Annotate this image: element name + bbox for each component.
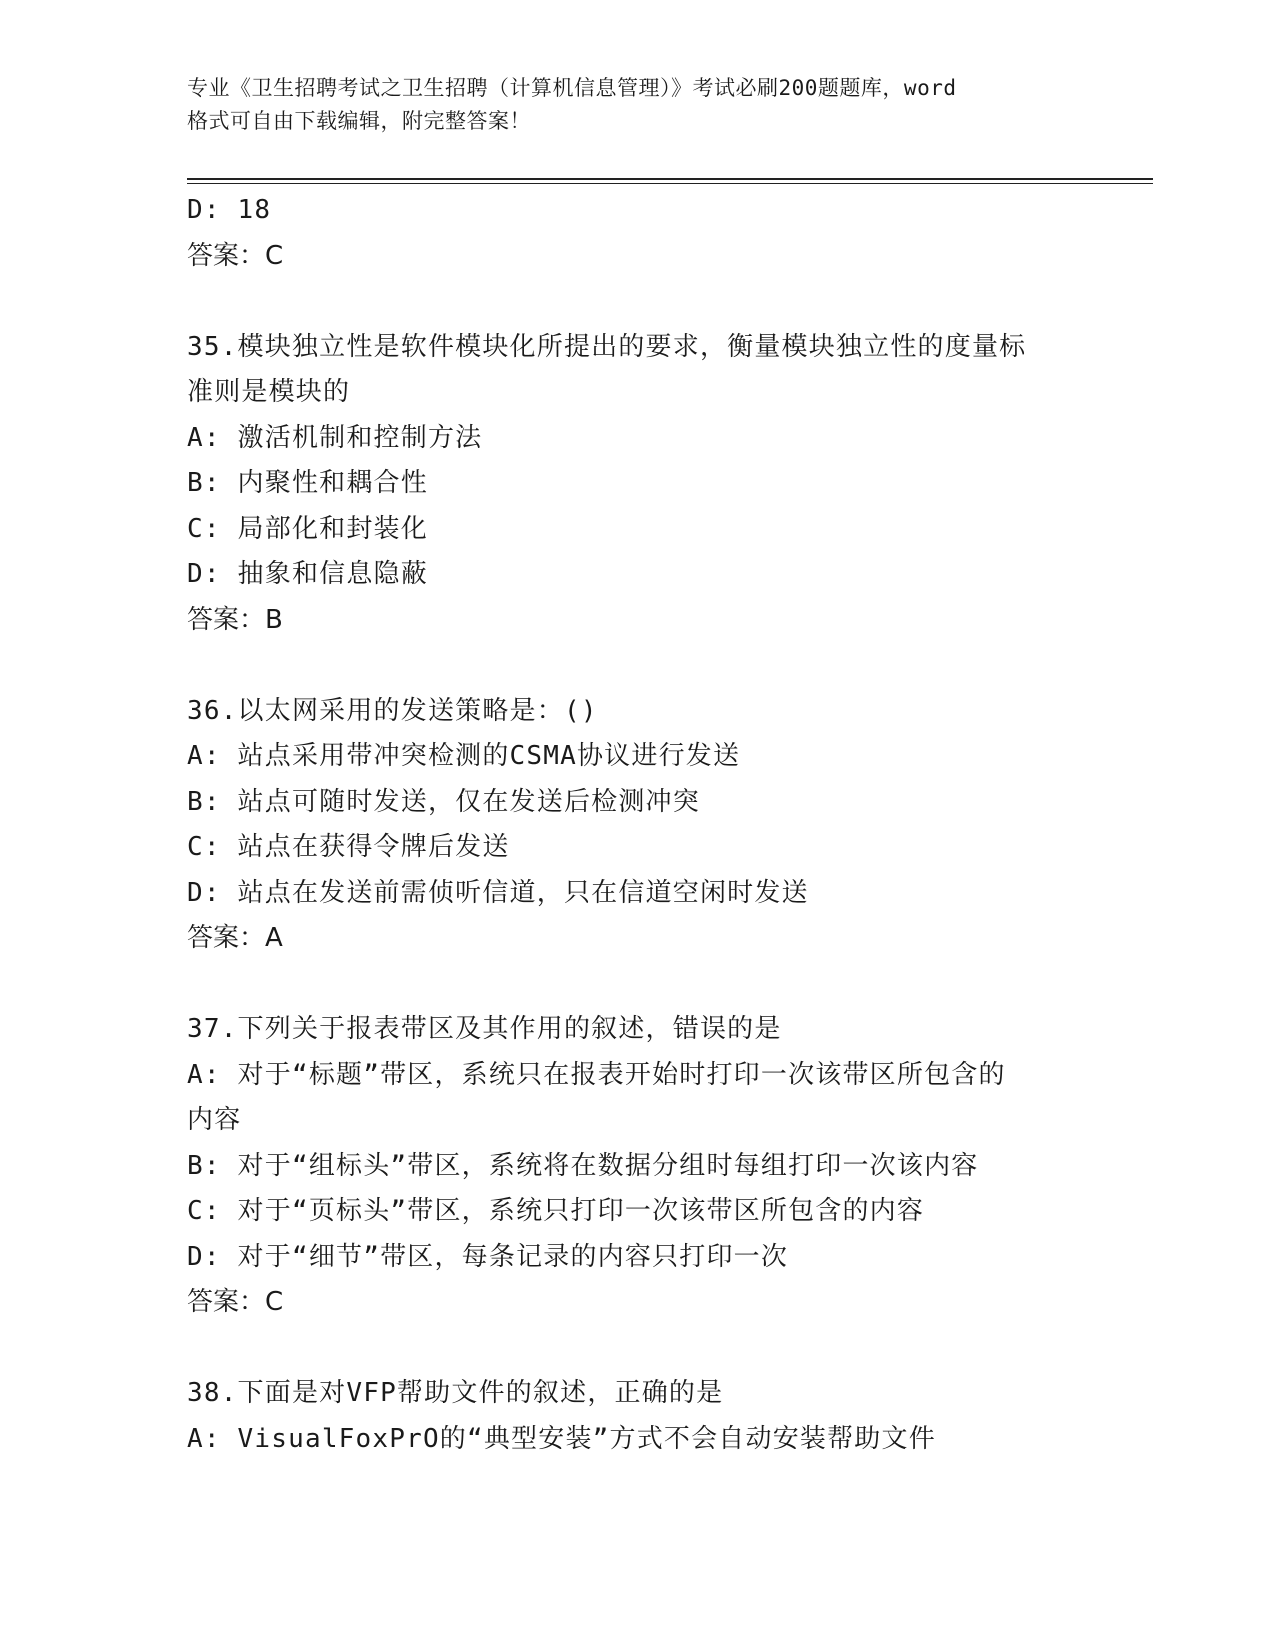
- option-d: D: 抽象和信息隐蔽: [187, 559, 428, 589]
- question-text: 38.下面是对VFP帮助文件的叙述，正确的是: [187, 1378, 724, 1408]
- header-divider-thin: [187, 183, 1153, 184]
- option-d: D: 对于“细节”带区，每条记录的内容只打印一次: [187, 1241, 789, 1272]
- spacer: [187, 1326, 1087, 1372]
- answer: 答案：A: [187, 923, 283, 953]
- header-line-1: 专业《卫生招聘考试之卫生招聘（计算机信息管理）》考试必刷200题题库，word: [187, 76, 957, 100]
- question-37: [187, 1007, 1087, 1326]
- answer: 答案：C: [187, 240, 284, 271]
- option-a: A: 激活机制和控制方法: [187, 422, 483, 453]
- option-a: A: 对于“标题”带区，系统只在报表开始时打印一次该带区所包含的: [187, 1059, 1006, 1090]
- question-text-cont: 准则是模块的: [187, 377, 351, 407]
- question-38: [187, 1371, 1087, 1462]
- option-c: C: 对于“页标头”带区，系统只打印一次该带区所包含的内容: [187, 1196, 925, 1226]
- question-text: 36.以太网采用的发送策略是：(): [187, 695, 598, 726]
- question-text: 35.模块独立性是软件模块化所提出的要求，衡量模块独立性的度量标: [187, 331, 1027, 362]
- spacer: [187, 643, 1087, 689]
- option-a: A: VisualFoxPrO的“典型安装”方式不会自动安装帮助文件: [187, 1423, 936, 1454]
- option-b: B: 对于“组标头”带区，系统将在数据分组时每组打印一次该内容: [187, 1150, 979, 1181]
- option-d: D: 18: [187, 195, 272, 225]
- spacer: [187, 962, 1087, 1008]
- document-header: [187, 72, 1087, 138]
- option-c: C: 局部化和封装化: [187, 513, 428, 544]
- option-d: D: 站点在发送前需侦听信道，只在信道空闲时发送: [187, 877, 809, 908]
- answer: 答案：B: [187, 604, 283, 635]
- header-line-2: 格式可自由下载编辑，附完整答案！: [187, 109, 531, 133]
- option-c: C: 站点在获得令牌后发送: [187, 832, 510, 862]
- question-35: [187, 325, 1087, 644]
- option-a-cont: 内容: [187, 1105, 242, 1135]
- document-body: [187, 188, 1087, 1462]
- spacer: [187, 279, 1087, 325]
- option-b: B: 站点可随时发送，仅在发送后检测冲突: [187, 786, 700, 817]
- header-divider-thick: [187, 178, 1153, 180]
- option-b: B: 内聚性和耦合性: [187, 468, 428, 498]
- option-a: A: 站点采用带冲突检测的CSMA协议进行发送: [187, 741, 741, 771]
- question-36: [187, 689, 1087, 962]
- question-text: 37.下列关于报表带区及其作用的叙述，错误的是: [187, 1014, 782, 1044]
- answer: 答案：C: [187, 1287, 284, 1317]
